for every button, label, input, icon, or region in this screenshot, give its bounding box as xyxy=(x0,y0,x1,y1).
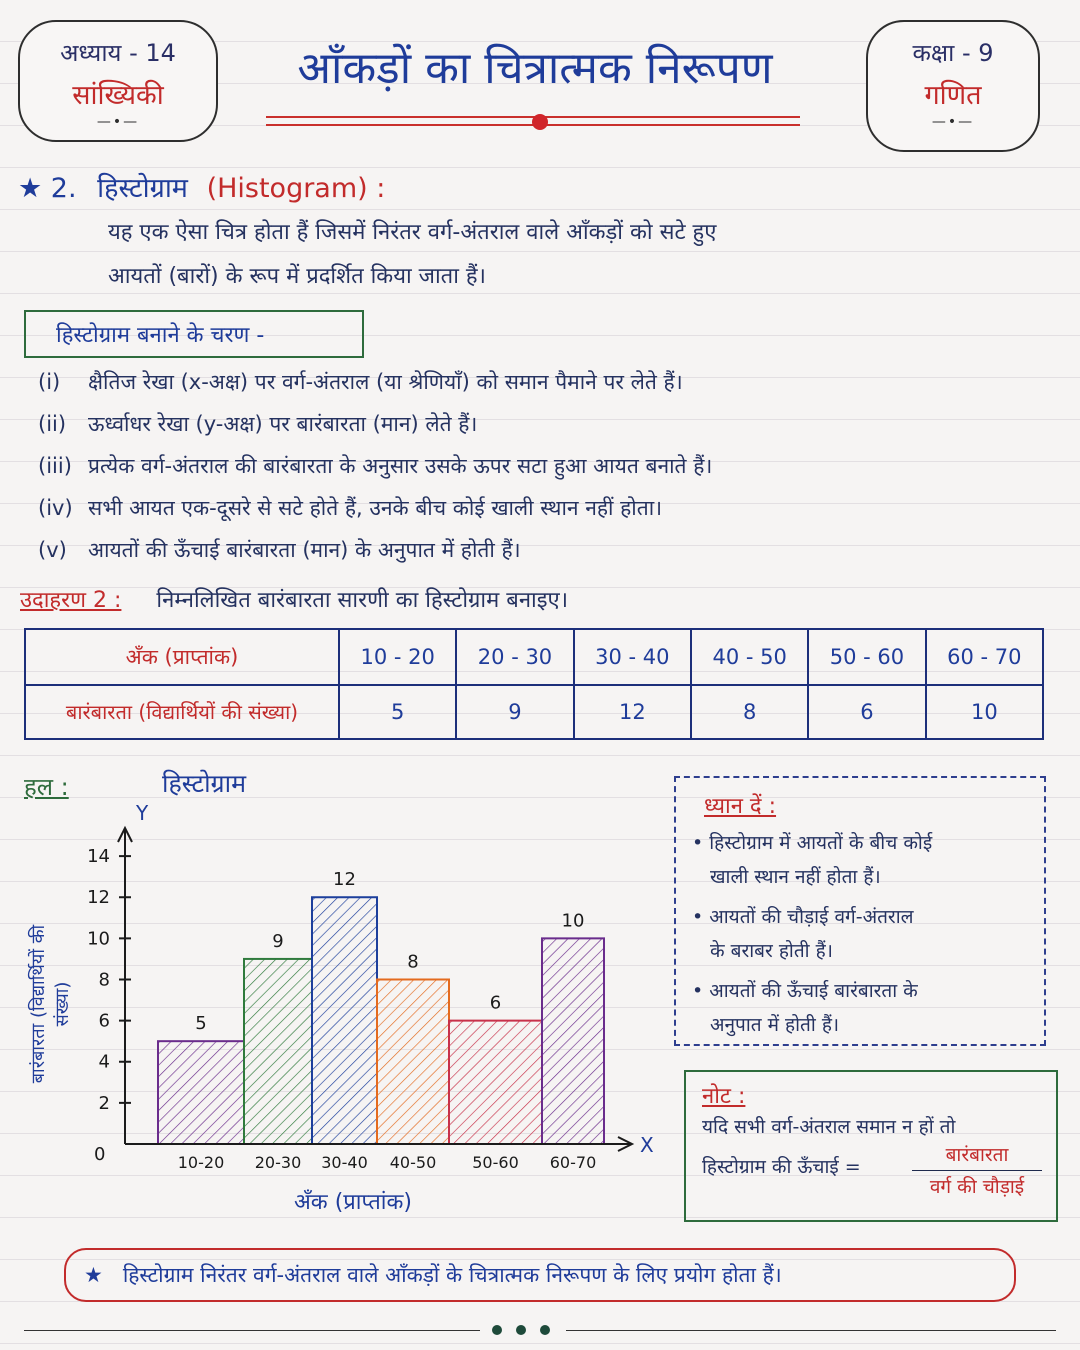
definition-line-2: आयतों (बारों) के रूप में प्रदर्शित किया जाता हैं। xyxy=(108,264,486,289)
histogram-bar xyxy=(244,959,312,1144)
bar-value-label: 8 xyxy=(407,951,419,973)
y-tick-label: 2 xyxy=(98,1092,110,1114)
step-text: आयतों की ऊँचाई बारंबारता (मान) के अनुपात में होती हैं। xyxy=(88,538,521,562)
star-icon: ★ xyxy=(84,1263,103,1287)
chapter-badge xyxy=(18,20,218,142)
x-axis-letter: X xyxy=(640,1133,654,1157)
steps-heading: हिस्टोग्राम बनाने के चरण - xyxy=(24,310,364,358)
example-label: उदाहरण 2 : xyxy=(20,588,122,613)
summary-box xyxy=(64,1248,1016,1302)
y-axis-letter: Y xyxy=(136,801,149,825)
x-tick-label: 10-20 xyxy=(177,1153,225,1172)
bar-value-label: 10 xyxy=(561,910,585,932)
y-tick-label: 10 xyxy=(87,928,110,950)
y-tick-label: 6 xyxy=(98,1010,110,1032)
subject-label: गणित xyxy=(924,80,982,111)
x-tick-label: 50-60 xyxy=(472,1153,519,1172)
notice-box xyxy=(674,776,1046,1046)
step-number: (ii) xyxy=(38,412,67,436)
step-number: (iv) xyxy=(38,496,73,520)
table-cell-frequency: 8 xyxy=(691,685,808,739)
histogram-bar xyxy=(158,1041,244,1144)
step-item xyxy=(38,494,662,522)
notice-point: • आयतों की ऊँचाई बारंबारता के अनुपात में होती हैं। xyxy=(692,980,918,1036)
step-item xyxy=(38,410,477,438)
footer-dot xyxy=(540,1325,550,1335)
histogram-bar xyxy=(312,897,377,1144)
formula-denominator: वर्ग की चौड़ाई xyxy=(929,1176,1025,1198)
table-cell-frequency: 12 xyxy=(574,685,691,739)
section-title-hi: हिस्टोग्राम xyxy=(97,173,188,204)
y-tick-label: 4 xyxy=(98,1051,110,1073)
title-dot xyxy=(532,114,548,130)
notice-heading: ध्यान दें : xyxy=(704,794,777,819)
table-cell-frequency: 6 xyxy=(808,685,925,739)
histogram-chart xyxy=(60,790,670,1190)
example-text: निम्नलिखित बारंबारता सारणी का हिस्टोग्राम बनाइए। xyxy=(156,588,569,613)
formula-numerator: बारंबारता xyxy=(912,1140,1042,1171)
section-title-en: (Histogram) : xyxy=(206,173,386,204)
bar-value-label: 9 xyxy=(272,930,284,952)
footer-dot xyxy=(516,1325,526,1335)
chapter-name: सांख्यिकी xyxy=(72,80,164,111)
notice-point: • आयतों की चौड़ाई वर्ग-अंतराल के बराबर होती हैं। xyxy=(692,906,914,962)
notice-point: • हिस्टोग्राम में आयतों के बीच कोई खाली स्थान नहीं होता हैं। xyxy=(692,832,933,888)
step-number: (v) xyxy=(38,538,67,562)
page-title: आँकड़ों का चित्रात्मक निरूपण xyxy=(297,43,773,94)
table-row xyxy=(25,629,1043,685)
notice-point-line: खाली स्थान नहीं होता हैं। xyxy=(710,866,881,888)
x-tick-label: 30-40 xyxy=(321,1153,368,1172)
note-line: यदि सभी वर्ग-अंतराल समान न हों तो xyxy=(702,1116,956,1138)
definition-line-1: यह एक ऐसा चित्र होता हैं जिसमें निरंतर वर्ग-अंतराल वाले आँकड़ों को सटे हुए xyxy=(108,220,717,245)
solution-label: हल : xyxy=(24,773,69,801)
x-tick-label: 20-30 xyxy=(254,1153,302,1172)
note-formula xyxy=(702,1144,1040,1200)
bar-value-label: 6 xyxy=(489,992,502,1014)
footer-divider-right xyxy=(566,1330,1056,1331)
y-tick-label: 8 xyxy=(98,969,110,991)
x-tick-label: 40-50 xyxy=(389,1153,437,1172)
class-badge xyxy=(866,20,1040,152)
histogram-bar xyxy=(542,938,604,1144)
table-cell-interval: 30 - 40 xyxy=(574,629,691,685)
x-tick-label: 60-70 xyxy=(549,1153,597,1172)
x-axis-title: अँक (प्राप्तांक) xyxy=(294,1190,412,1215)
histogram-bar xyxy=(377,979,449,1144)
chapter-number: अध्याय - 14 xyxy=(60,39,176,67)
frequency-table xyxy=(24,628,1044,740)
note-heading: नोट : xyxy=(702,1084,746,1109)
decorative-divider: —•— xyxy=(931,114,975,130)
table-cell-interval: 10 - 20 xyxy=(339,629,456,685)
table-cell-interval: 60 - 70 xyxy=(926,629,1043,685)
step-number: (i) xyxy=(38,370,61,394)
step-item xyxy=(38,368,683,396)
step-item xyxy=(38,536,521,564)
table-cell-interval: 40 - 50 xyxy=(691,629,808,685)
step-item xyxy=(38,452,712,480)
notice-point-line: हिस्टोग्राम में आयतों के बीच कोई xyxy=(709,832,933,854)
section-number: ★ 2. xyxy=(18,173,77,204)
bar-value-label: 5 xyxy=(195,1013,207,1035)
y-tick-label: 14 xyxy=(87,846,110,868)
notice-point-line: आयतों की ऊँचाई बारंबारता के xyxy=(709,980,918,1002)
step-text: प्रत्येक वर्ग-अंतराल की बारंबारता के अनुसार उसके ऊपर सटा हुआ आयत बनाते हैं। xyxy=(88,454,713,478)
table-header-frequency: बारंबारता (विद्यार्थियों की संख्या) xyxy=(25,685,339,739)
table-cell-interval: 20 - 30 xyxy=(456,629,573,685)
footer-divider-left xyxy=(24,1330,480,1331)
note-box xyxy=(684,1070,1058,1222)
notice-point-line: अनुपात में होती हैं। xyxy=(710,1014,840,1036)
y-axis-title: बारंबारता (विद्यार्थियों की संख्या) xyxy=(28,924,73,1084)
table-header-marks: अँक (प्राप्तांक) xyxy=(25,629,339,685)
table-cell-frequency: 5 xyxy=(339,685,456,739)
decorative-divider: —•— xyxy=(96,114,140,130)
table-row xyxy=(25,685,1043,739)
footer-dot xyxy=(492,1325,502,1335)
step-text: सभी आयत एक-दूसरे से सटे होते हैं, उनके बीच कोई खाली स्थान नहीं होता। xyxy=(88,496,663,520)
y-tick-label: 12 xyxy=(87,887,110,909)
step-text: क्षैतिज रेखा (x-अक्ष) पर वर्ग-अंतराल (या श्रेणियाँ) को समान पैमाने पर लेते हैं। xyxy=(88,370,683,394)
notice-point-line: आयतों की चौड़ाई वर्ग-अंतराल xyxy=(709,906,914,928)
example-line xyxy=(20,584,568,614)
notice-point-line: के बराबर होती हैं। xyxy=(710,940,833,962)
histogram-title: हिस्टोग्राम xyxy=(162,769,247,798)
origin-label: 0 xyxy=(94,1144,106,1165)
table-cell-frequency: 9 xyxy=(456,685,573,739)
histogram-bar xyxy=(449,1021,542,1144)
class-label: कक्षा - 9 xyxy=(912,39,994,67)
table-cell-interval: 50 - 60 xyxy=(808,629,925,685)
table-cell-frequency: 10 xyxy=(926,685,1043,739)
formula-lhs: हिस्टोग्राम की ऊँचाई = xyxy=(702,1156,861,1178)
step-text: ऊर्ध्वाधर रेखा (y-अक्ष) पर बारंबारता (मान) लेते हैं। xyxy=(88,412,478,436)
section-heading xyxy=(18,168,385,205)
step-number: (iii) xyxy=(38,454,72,478)
summary-text: हिस्टोग्राम निरंतर वर्ग-अंतराल वाले आँकड़ों के चित्रात्मक निरूपण के लिए प्रयोग होता हैं। xyxy=(122,1263,782,1287)
bar-value-label: 12 xyxy=(333,869,356,891)
